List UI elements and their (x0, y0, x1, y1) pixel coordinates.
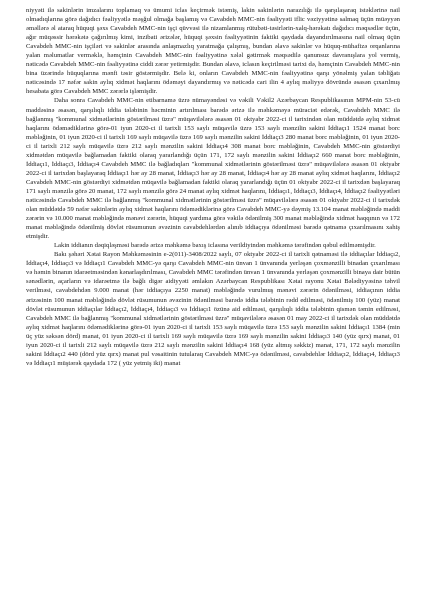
document-page (26, 6, 400, 596)
paragraph-counterclaim-increase: Daha sonra Cavabdeh MMC-nin etibarnamə üzrə nümayəndəsi və vəkili Vəkil2 Azərbaycan Respublikasının MPM-nin 53-cü maddəsinə əsasən, qarşılıqlı iddia tələbinin həcminin artırılması barədə ərizə ilə məhkəməyə müraciət edərək, Cavabdeh MMC ilə bağlanmış "kommunal xidmətlərinin göstərilməsi üzrə" müqavilələrə əsasən 01 oktyabr 2022-ci il tarixindən olan müddətdə aylıq xidmət haqlarını ödəmədiklərinə görə-01 iyun 2020-ci il tarixli 153 saylı müqavilə üzrə 153 saylı mənzilin sakini İddiaçı1 1524 manat borc məbləğinin, 01 iyun 2020-ci il tarixli 169 saylı müqavilə üzrə 169 saylı mənzilin sakini İddiaçı3 280 manat borc məbləğinin, 01 iyun 2020-ci il tarixli 212 saylı müqavilə üzrə 212 saylı mənzilin sakini İddiaçı4 308 manat borc məbləğinin, Cavabdeh MMC-nin göstərdiyi xidmətdən müqavilə bağlamadan faktiki olaraq yararlandığı üçün 171, 172 saylı mənzilin sakini İddiaçı2 660 manat borc məbləğinin, İddiaçı1, İddiaçı3, İddiaçı4 Cavabdeh MMC ilə bağladıqları "kommunal xidmətlərinin göstərilməsi üzrə" müqavilələrə əsasən 01 oktyabr 2022-ci il tarixdən başlayaraq İddiaçı1 hər ay 28 manat, İddiaçı3 hər ay 28 manat, İddiaçı4 hər ay 28 manat aylıq xidmət haqlarını, İddiaçı2 Cavabdeh MMC-nin göstərdiyi xidmətdən müqavilə bağlamadan faktiki olaraq yararlandığı üçün 01 oktyabr 2022-ci il tarixdən başlayaraq 171 saylı mənzilə görə 20 manat, 172 saylı mənzilə görə 24 manat aylıq xidmət haqlarını, İddiaçı1, İddiaçı3, İddiaçı4, İddiaçı2 fəaliyyətləri nəticəsində Cavabdeh MMC ilə bağlanmış "kommunal xidmətlərinin göstərilməsi üzrə" müqavilələrə əsasən 01 oktyabr 2022-ci il tarixdək olan müddətdə 59 nəfər sakinlərin aylıq xidmət haqlarını ödəmədiklərinə görə Cavabdeh MMC-yə dəymiş 13.104 manat məbləğində maddi zərərin və 10.000 manat məbləğində mənəvi zərərin, hüquqi yardıma görə vəkilə ödənilmiş 300 manat məbləğində xidmət haqqının və 172 manat məbləğində ödənilmiş dövlət rüsumunun əvəzinin cavabdehlərdən alınıb iddiaçıya ödənilməsi barədə qətnamə çıxarılmasını xahiş etmişdir. (26, 97, 400, 241)
paragraph-continuation: niyyəti ilə sakinlərin imzalarını toplamaq və ümumi iclas keçirmək istəmiş, lakin sakinlərin narazılığı ilə qarşılaşaraq istəklərinə nail olmadıqlarına görə dağıdıcı fəaliyyətlə məşğul olmağa başlamış və Cavabdeh MMC-nin fəaliyyəti iflic vəziyyətinə salmaq üçün müəyyən əməllərə əl ataraq hüquqi şəxs Cavabdeh MMC-nin işçi qüvvəsi ilə nizamlanmış rütubəti-təsirlərin-xalq-hərəkatı dağıdıcı məqsədlər üçün, ağır müqəssir hərəkətə çağırılmış kimi, inzibati ərizələr, hüquqi şəxsin fəaliyyətinin faktiki qaydada dayandırılmasına nail olmaq üçün Cavabdeh MMC-nin işçiləri və sakinlər arasında anlaşmazlıq yaratmağa çalışmış, bundan əlavə sakinlər və hüquq-mühafizə orqanlarına yalan məlumatlar verməklə, həmçinin Cavabdeh MMC-nin fəaliyyətinə xələl gətirmək məqsədilə qanunsuz davranışlara yol vermiş, nəticədə Cavabdeh MMC-nin fəaliyyətinə ciddi zərər yetirmişdir. Bundan əlavə, iclasın keçirilməsi tarixi də, həmçinin Cavabdeh MMC-nin bina üzərində hüquqlarına mənfi təsir göstərmişdir. Belə ki, onların Cavabdeh MMC-nin fəaliyyətinə qarşı yönəlmiş yalan təbliğatı nəticəsində 17 nəfər sakin aylıq xidmət haqlarını ödəməyi dayandırmış və nəticədə cari ilin 4 aylıq məliyyə dövründə əsasən çıxarılmış hesabata görə Cavabdeh MMC zərərlə işləmişdir. (26, 7, 400, 96)
paragraph-refusal: Lakin iddianın dəqiqləşməsi barədə ərizə məhkəmə baxış iclasına verildiyindən məhkəmə tərəfindən qəbul edilməmişdir. (54, 242, 376, 250)
paragraph-court-decision: Bakı şəhəri Xətai Rayon Məhkəməsinin e-2(011)-3408/2022 saylı, 07 oktyabr 2022-ci il tarixli qətnaməsi ilə iddiaçılar İddiaçı2, İddiaçı4, İddiaçı3 və İddiaçı1 Cavabdeh MMC-yə qarşı Cavabdeh MMC-nin ünvan 1 ünvanında yerləşən çoxmənzilli binadan çıxarılması və həmin binanın idarəetməsindən kənarlaşdırılması, Cavabdeh MMC tərəfindən ünvan 1 ünvanında yerləşən çoxmənzilli binaya dair bütün sənədlərin, açarların və idarəetmə ilə bağlı digər aidiyyəti əmlakın Azərbaycan Respublikası Xətai rayonu Xətai Bələdiyyəsinə təhvil verilməsi, cavabdehdən 9.000 manat (hər iddiaçıya 2250 manat) məbləğində vurulmuş mənəvi zərərin ödənilməsi, iddiaçının iddia ərizəsinin 100 manat məbləğində dövlət rüsumunun əvəzinin ödənilməsi barədə iddia tələbinin rədd edilməsi, ödənilmiş 100 (yüz) manat dövlət rüsumunun iddiaçılar İddiaçı2, İddiaçı4, İddiaçı3 və İddiaçı1 özünə aid edilməsi, qarşılıqlı iddia tələbinin qismən təmin edilməsi, Cavabdeh MMC ilə bağlanmış "kommunal xidmətlərinin göstərilməsi üzrə" müqavilələrə əsasən 01 may 2022-ci il tarixdək olan müddətdə aylıq xidmət haqlarını ödəmədiklərinə görə-01 iyun 2020-ci il tarixli 153 saylı müqavilə üzrə 153 saylı mənzilin sakini İddiaçı1 1384 (min üç yüz səksən dörd) manat, 01 iyun 2020-ci il tarixli 169 saylı müqavilə üzrə 169 saylı mənzilin sakini İddiaçı3 140 (yüz qırx) manat, 01 iyun 2020-ci il tarixli 212 saylı müqavilə üzrə 212 saylı mənzilin sakini İddiaçı4 168 (yüz altmış səkkiz) manat, 171, 172 saylı mənzilin sakini İddiaçı2 440 (dörd yüz qırx) manat pul vəsaitinin tutularaq Cavabdeh MMC-yə ödənilməsi, cavabdehlər İddiaçı2, İddiaçı4, İddiaçı3 və İddiaçı1 müştərək qaydada 172 ( yüz yetmiş iki) manat (26, 251, 400, 367)
